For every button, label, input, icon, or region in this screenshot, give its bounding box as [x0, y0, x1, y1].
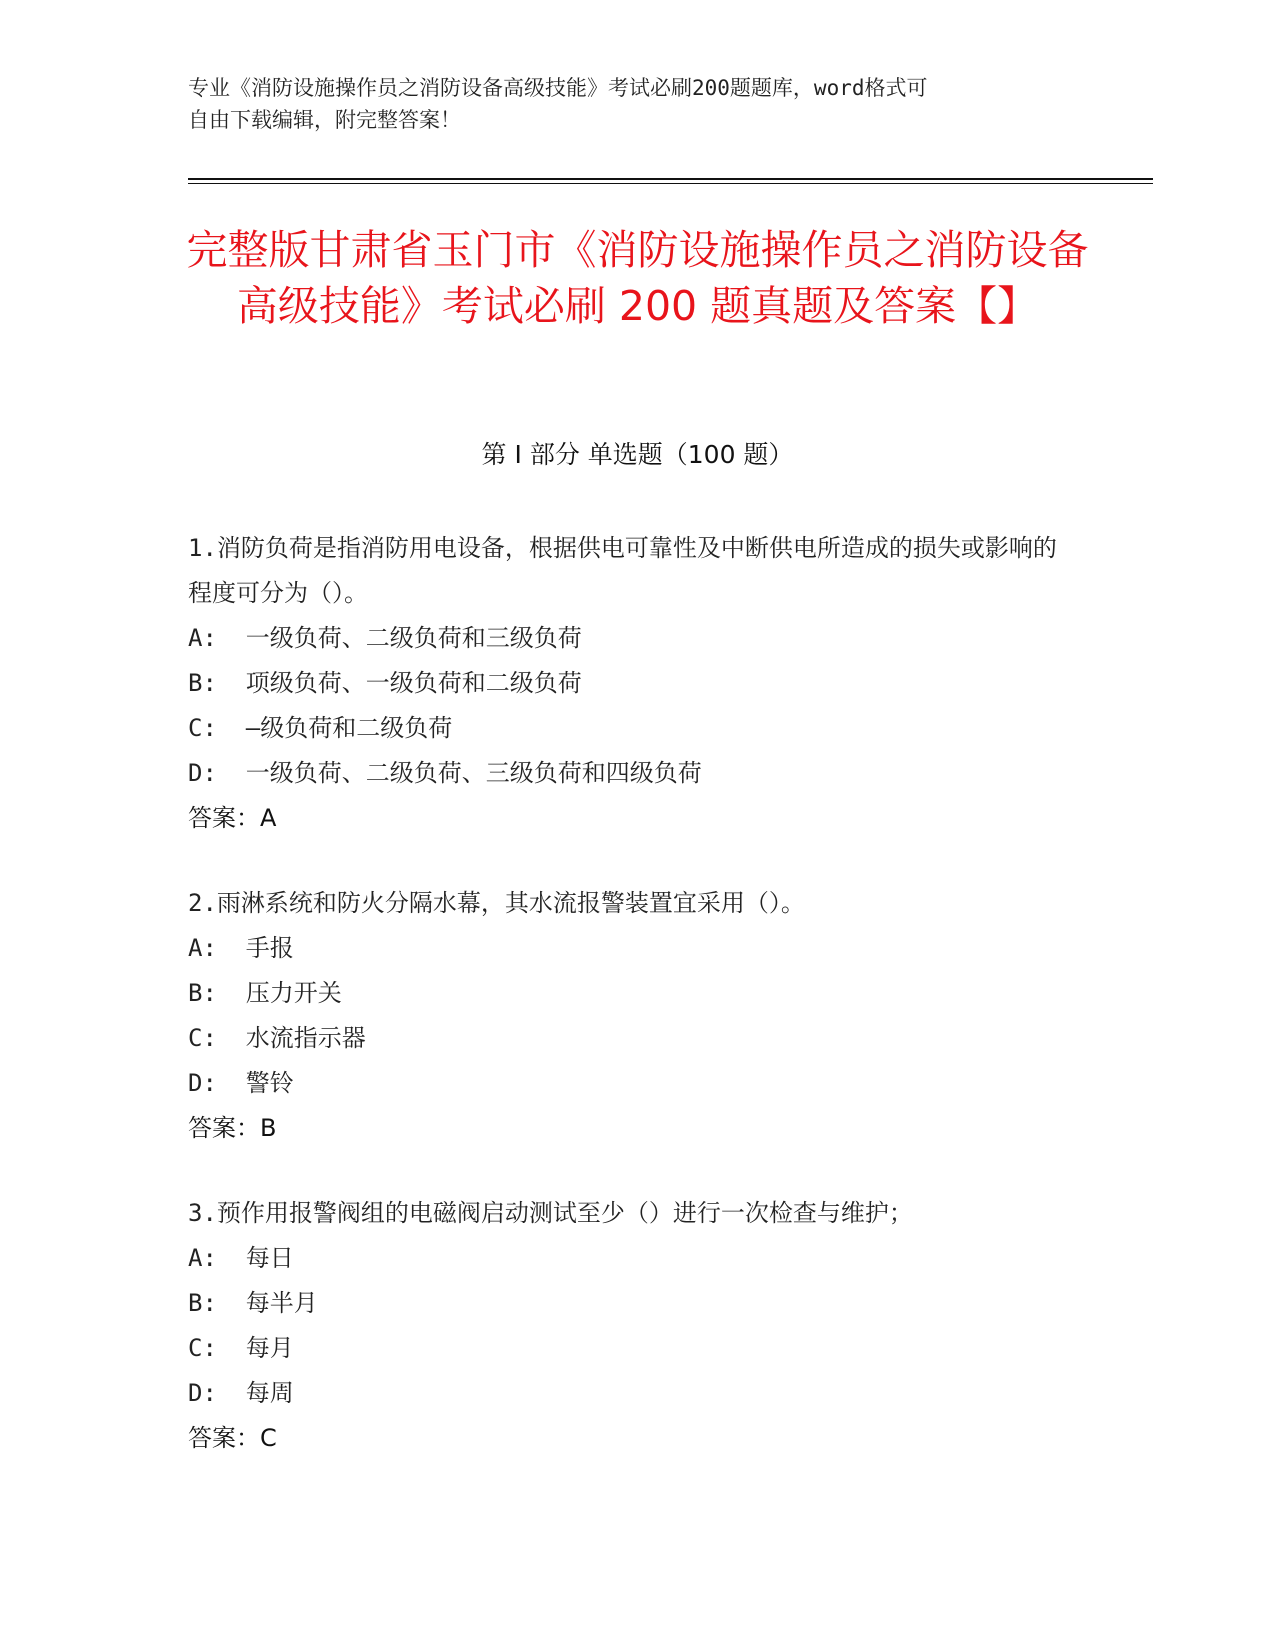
option-b: B: 每半月 [188, 1289, 318, 1317]
answer-line: 答案：A [188, 804, 277, 832]
option-c: C: 每月 [188, 1334, 294, 1362]
question-item [188, 526, 1068, 841]
option-c: C: —级负荷和二级负荷 [188, 714, 453, 742]
question-item [188, 1191, 1068, 1461]
option-d: D: 警铃 [188, 1069, 294, 1097]
answer-line: 答案：C [188, 1424, 277, 1452]
answer-line: 答案：B [188, 1114, 277, 1142]
question-stem: 3.预作用报警阀组的电磁阀启动测试至少（）进行一次检查与维护； [188, 1199, 913, 1227]
option-a: A: 手报 [188, 934, 294, 962]
option-b: B: 压力开关 [188, 979, 342, 1007]
option-d: D: 每周 [188, 1379, 294, 1407]
header-divider-thin [188, 183, 1153, 184]
option-a: A: 每日 [188, 1244, 294, 1272]
header-divider-thick [188, 178, 1153, 180]
option-b: B: 项级负荷、一级负荷和二级负荷 [188, 669, 582, 697]
header-note: 专业《消防设施操作员之消防设备高级技能》考试必刷200题题库，word格式可 自由下载编辑，附完整答案！ [188, 76, 928, 132]
option-d: D: 一级负荷、二级负荷、三级负荷和四级负荷 [188, 759, 702, 787]
document-title: 完整版甘肃省玉门市《消防设施操作员之消防设备高级技能》考试必刷 200 题真题及答案【】 [186, 226, 1089, 330]
option-a: A: 一级负荷、二级负荷和三级负荷 [188, 624, 582, 652]
question-stem: 2.雨淋系统和防火分隔水幕，其水流报警装置宜采用（）。 [188, 889, 805, 917]
option-c: C: 水流指示器 [188, 1024, 366, 1052]
question-item [188, 881, 1068, 1151]
section-heading: 第 I 部分 单选题（100 题） [481, 440, 794, 469]
question-stem: 1.消防负荷是指消防用电设备，根据供电可靠性及中断供电所造成的损失或影响的程度可分为（）。 [188, 534, 1057, 607]
question-list [188, 526, 1068, 1501]
